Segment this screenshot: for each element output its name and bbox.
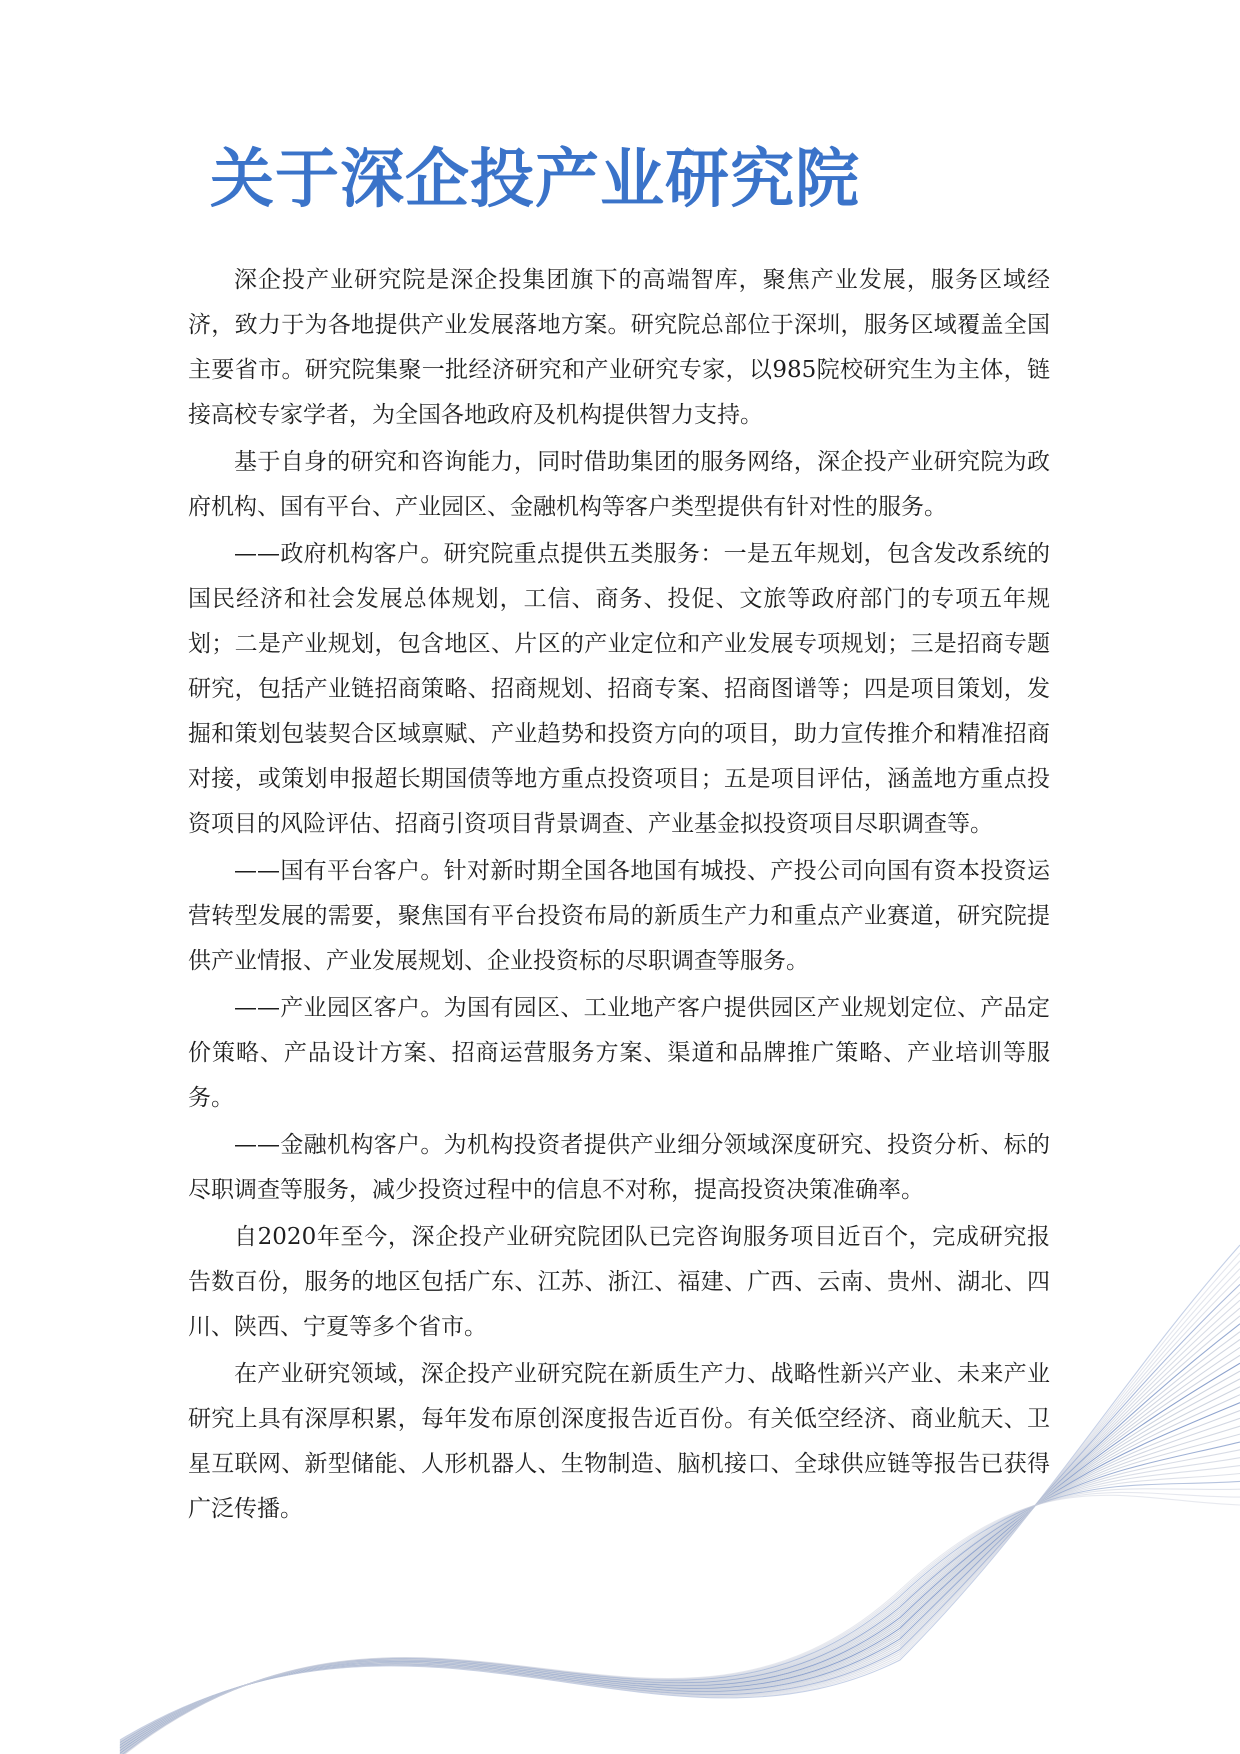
page-title: 关于深企投产业研究院 xyxy=(210,143,860,217)
document-body xyxy=(188,258,1050,1534)
paragraph-financial-clients: ——金融机构客户。为机构投资者提供产业细分领域深度研究、投资分析、标的尽职调查等服务，减少投资过程中的信息不对称，提高投资决策准确率。 xyxy=(188,1132,1050,1203)
paragraph-research-fields: 在产业研究领域，深企投产业研究院在新质生产力、战略性新兴产业、未来产业研究上具有深厚积累，每年发布原创深度报告近百份。有关低空经济、商业航天、卫星互联网、新型储能、人形机器人、生物制造、脑机接口、全球供应链等报告已获得广泛传播。 xyxy=(188,1361,1050,1522)
wave-line xyxy=(120,1495,1240,1754)
paragraph-state-platform-clients: ——国有平台客户。针对新时期全国各地国有城投、产投公司向国有资本投资运营转型发展的需要，聚焦国有平台投资布局的新质生产力和重点产业赛道，研究院提供产业情报、产业发展规划、企业投资标的尽职调查等服务。 xyxy=(188,858,1050,974)
paragraph-government-clients: ——政府机构客户。研究院重点提供五类服务：一是五年规划，包含发改系统的国民经济和社会发展总体规划，工信、商务、投促、文旅等政府部门的专项五年规划；二是产业规划，包含地区、片区的产业定位和产业发展专项规划；三是招商专题研究，包括产业链招商策略、招商规划、招商专案、招商图谱等；四是项目策划，发掘和策划包装契合区域禀赋、产业趋势和投资方向的项目，助力宣传推介和精准招商对接，或策划申报超长期国债等地方重点投资项目；五是项目评估，涵盖地方重点投资项目的风险评估、招商引资项目背景调查、产业基金拟投资项目尽职调查等。 xyxy=(188,541,1050,837)
paragraph-services-overview: 基于自身的研究和咨询能力，同时借助集团的服务网络，深企投产业研究院为政府机构、国有平台、产业园区、金融机构等客户类型提供有针对性的服务。 xyxy=(188,449,1050,520)
paragraph-track-record: 自2020年至今，深企投产业研究院团队已完咨询服务项目近百个，完成研究报告数百份，服务的地区包括广东、江苏、浙江、福建、广西、云南、贵州、湖北、四川、陕西、宁夏等多个省市。 xyxy=(188,1224,1050,1340)
paragraph-intro: 深企投产业研究院是深企投集团旗下的高端智库，聚焦产业发展，服务区域经济，致力于为各地提供产业发展落地方案。研究院总部位于深圳，服务区域覆盖全国主要省市。研究院集聚一批经济研究和产业研究专家，以985院校研究生为主体，链接高校专家学者，为全国各地政府及机构提供智力支持。 xyxy=(188,267,1050,428)
paragraph-industrial-park-clients: ——产业园区客户。为国有园区、工业地产客户提供园区产业规划定位、产品定价策略、产品设计方案、招商运营服务方案、渠道和品牌推广策略、产业培训等服务。 xyxy=(188,995,1050,1111)
